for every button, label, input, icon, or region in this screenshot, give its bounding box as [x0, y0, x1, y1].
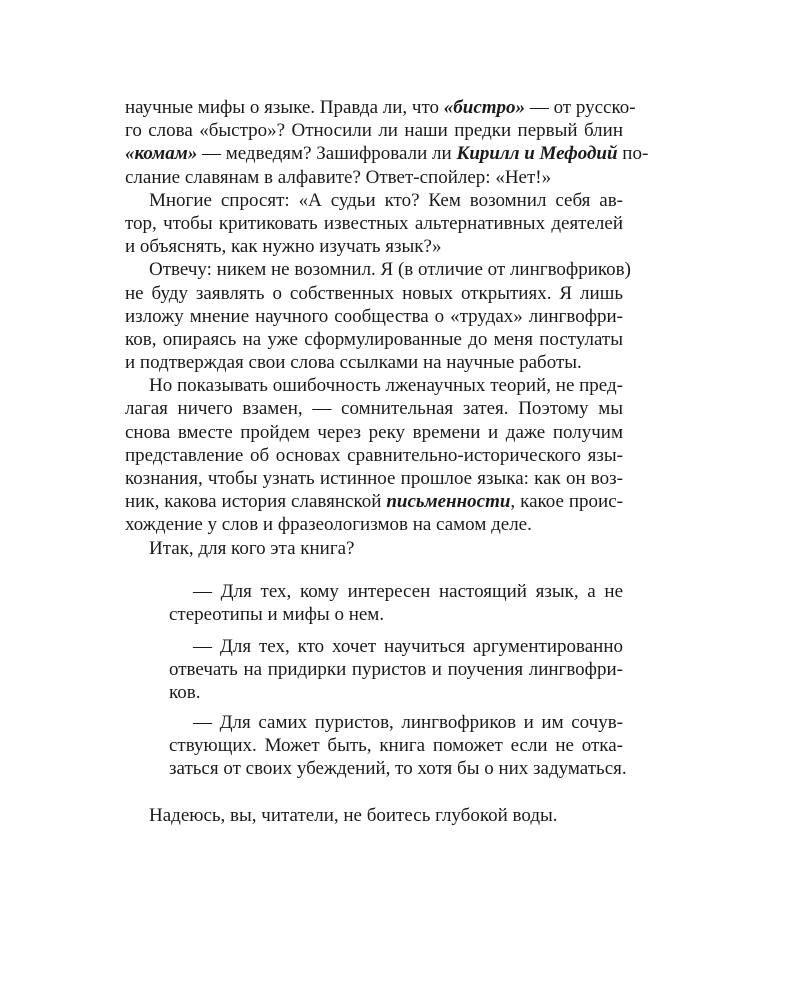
text-line: ствующих. Может быть, книга поможет если не отка- [169, 735, 623, 757]
text-line: хождение у слов и фразеологизмов на самом деле. [125, 514, 532, 536]
text-line: отвечать на придирки пуристов и поучения лингвофри- [169, 659, 623, 681]
text-line: ник, какова история славянской письменности, какое проис- [125, 491, 623, 513]
term-komam: «комам» [125, 143, 198, 165]
list-item-2 [169, 635, 623, 705]
text-line: и подтверждая свои слова ссылками на научные работы. [125, 352, 582, 374]
text-line: научные мифы о языке. Правда ли, что «бистро» — от русско- [125, 97, 636, 118]
text-line: стереотипы и мифы о нем. [169, 604, 385, 626]
text-line: — Для самих пуристов, лингвофриков и им сочув- [193, 712, 623, 733]
text-line: «комам» — медведям? Зашифровали ли Кирилл и Мефодий по- [125, 143, 649, 165]
text-line: ков. [169, 682, 201, 704]
closing-line: Надеюсь, вы, читатели, не боитесь глубокой воды. [149, 805, 558, 826]
text-line: изложу мнение научного сообщества о «трудах» лингвофри- [125, 305, 623, 327]
text-line: — Для тех, кто хочет научиться аргументированно [193, 636, 623, 657]
list-item-1 [169, 580, 623, 626]
paragraph-5 [125, 537, 623, 560]
text-line: снова вместе пройдем через реку времени и даже получим [125, 421, 623, 443]
text-line: тор, чтобы критиковать известных альтернативных деятелей [125, 212, 623, 234]
text-line: Итак, для кого эта книга? [149, 537, 355, 559]
list-item-3 [169, 711, 627, 781]
paragraph-4 [125, 374, 623, 536]
paragraph-3 [125, 258, 631, 374]
text-line: Отвечу: никем не возомнил. Я (в отличие от лингвофриков) [149, 259, 631, 281]
main-text [125, 96, 649, 560]
text-line: и объяснять, как нужно изучать язык?» [125, 236, 442, 258]
term-kirill-mefodiy: Кирилл и Мефодий [456, 143, 618, 165]
text-line: слание славянам в алфавите? Ответ-спойлер: «Нет!» [125, 166, 552, 188]
text-line: Но показывать ошибочность лженаучных теорий, не пред- [149, 375, 623, 397]
text-line: заться от своих убеждений, то хотя бы о них задуматься. [169, 758, 627, 780]
text-line: лагая ничего взамен, — сомнительная затея. Поэтому мы [125, 398, 623, 420]
paragraph-2 [125, 189, 623, 259]
term-bistro: «бистро» [443, 97, 526, 118]
paragraph-1 [125, 96, 649, 189]
text-line: кознания, чтобы узнать истинное прошлое языка: как он воз- [125, 468, 623, 489]
text-line: Многие спросят: «А судьи кто? Кем возомнил себя ав- [149, 189, 623, 211]
text-line: ков, опираясь на уже сформулированные до меня постулаты [125, 328, 623, 350]
text-line: — Для тех, кому интересен настоящий язык, а не [193, 581, 623, 602]
text-line: представление об основах сравнительно-исторического язы- [125, 444, 623, 466]
term-pismennost: письменности [386, 491, 511, 513]
text-line: го слова «быстро»? Относили ли наши предки первый блин [125, 120, 623, 142]
text-line: не буду заявлять о собственных новых открытиях. Я лишь [125, 282, 623, 304]
